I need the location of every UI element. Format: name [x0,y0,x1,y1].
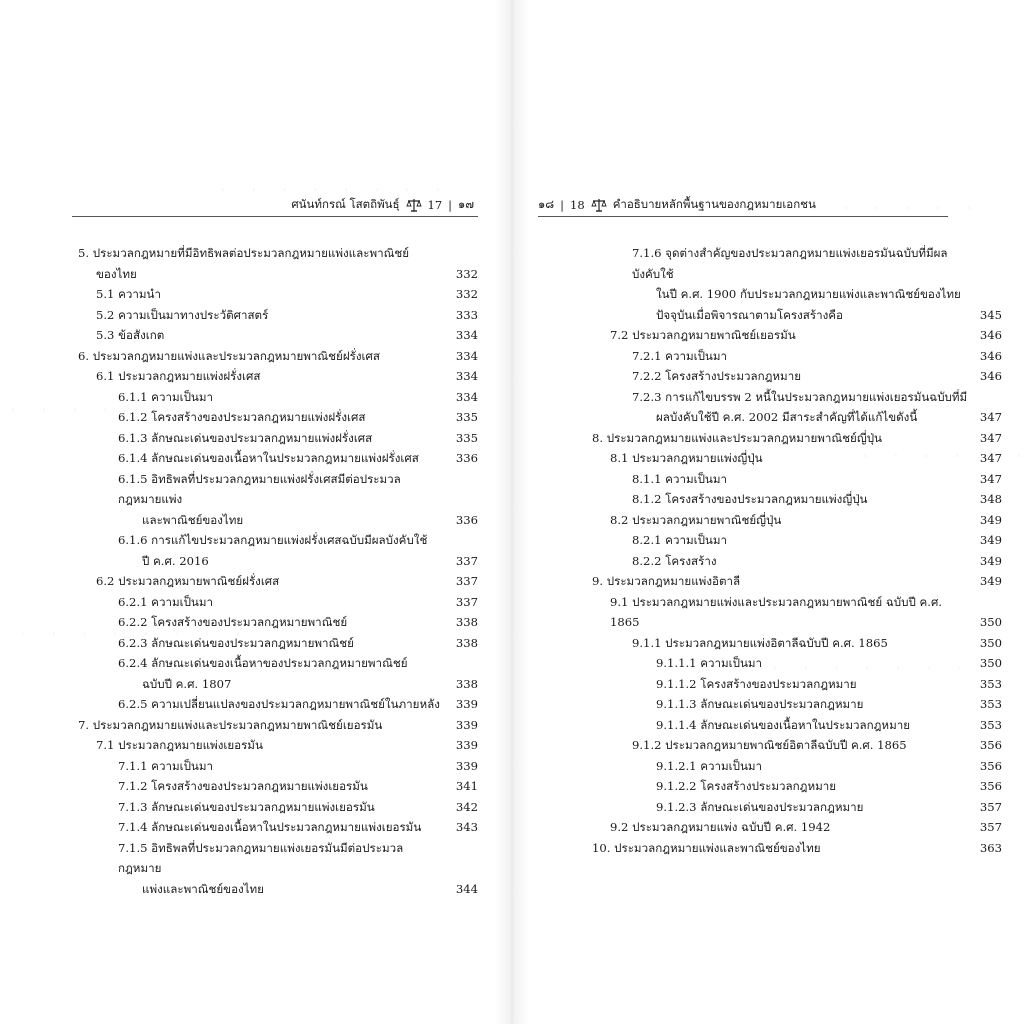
toc-entry [78,448,478,469]
toc-entry-page: 350 [979,656,1002,670]
right-page [512,0,1024,1024]
toc-entry [592,325,1002,346]
toc-entry-page: 353 [979,697,1002,711]
toc-entry-label: 9.2 ประมวลกฎหมายแพ่ง ฉบับปี ค.ศ. 1942 [610,820,831,834]
toc-entry-page: 337 [455,553,478,568]
toc-entry-label: 7.2.1 ความเป็นมา [632,348,728,363]
toc-entry-page: 349 [979,533,1002,547]
toc-entry-page: 349 [979,512,1002,527]
toc-entry-label: 7.1.5 อิทธิพลที่ประมวลกฎหมายแพ่งเยอรมันมีต่อประมวลกฎหมาย [118,840,404,875]
page-header [291,196,474,214]
toc-entry [592,407,1002,428]
toc-entry [592,551,1002,572]
toc-entry [78,469,478,510]
toc-entry [592,838,1002,859]
table-of-contents [592,243,1002,858]
toc-entry-page: 353 [979,717,1002,732]
toc-entry-label: ปัจจุบันเมื่อพิจารณาตามโครงสร้างคือ [656,307,843,322]
toc-entry [78,838,478,879]
toc-entry [78,530,478,551]
toc-entry-page: 356 [979,738,1002,752]
toc-entry-label: 7.1.3 ลักษณะเด่นของประมวลกฎหมายแพ่งเยอรมัน [118,799,375,814]
toc-entry [78,592,478,613]
toc-entry-label: 6.1.1 ความเป็นมา [118,389,214,404]
toc-entry-page: 347 [979,451,1002,465]
page-number: 17 [427,198,443,212]
toc-entry [78,633,478,654]
toc-entry-page: 353 [979,676,1002,691]
toc-entry-label: 6.1 ประมวลกฎหมายแพ่งฝรั่งเศส [96,369,261,383]
toc-entry-page: 350 [979,615,1002,629]
toc-entry [592,674,1002,695]
toc-entry-page: 336 [455,512,478,527]
toc-entry-label: 6.2.4 ลักษณะเด่นของเนื้อหาของประมวลกฎหมายพาณิชย์ [118,656,408,670]
toc-entry-label: 7.1.4 ลักษณะเด่นของเนื้อหาในประมวลกฎหมายแพ่งเยอรมัน [118,820,422,834]
page-number: 18 [570,198,585,212]
toc-entry-page: 332 [455,266,478,281]
toc-entry [592,633,1002,654]
toc-entry-page: 357 [979,799,1002,814]
toc-entry-page: 334 [455,369,478,383]
toc-entry-label: 8.1.1 ความเป็นมา [632,471,728,486]
toc-entry [78,715,478,736]
toc-entry-page: 349 [979,553,1002,568]
toc-entry-label: ผลบังคับใช้ปี ค.ศ. 2002 มีสาระสำคัญที่ได้แก้ไขดังนี้ [656,410,918,424]
toc-entry-label: 9.1.1.1 ความเป็นมา [656,656,763,670]
toc-entry [78,694,478,715]
toc-entry [592,797,1002,818]
toc-entry-label: 5. ประมวลกฎหมายที่มีอิทธิพลต่อประมวลกฎหมายแพ่งและพาณิชย์ [78,246,410,260]
toc-entry [592,694,1002,715]
toc-entry-page: 334 [455,389,478,404]
toc-entry-label: 9.1.1 ประมวลกฎหมายแพ่งอิตาลีฉบับปี ค.ศ. 1865 [632,635,888,650]
toc-entry-page: 339 [455,697,478,711]
toc-entry [592,305,1002,326]
toc-entry-label: 6.1.3 ลักษณะเด่นของประมวลกฎหมายแพ่งฝรั่งเศส [118,430,373,445]
toc-entry-label: 6.1.2 โครงสร้างของประมวลกฎหมายแพ่งฝรั่งเศส [118,410,366,424]
toc-entry-label: แพ่งและพาณิชย์ของไทย [142,881,264,896]
toc-entry-label: ปี ค.ศ. 2016 [142,553,209,568]
toc-entry-page: 350 [979,635,1002,650]
toc-entry [592,346,1002,367]
toc-entry-page: 341 [455,779,478,793]
toc-entry [78,879,478,900]
toc-entry-label: ของไทย [96,266,137,281]
header-divider: | [448,198,453,212]
toc-entry-page: 334 [455,328,478,342]
toc-entry [592,510,1002,531]
toc-entry [78,346,478,367]
toc-entry-page: 339 [455,758,478,773]
toc-entry [592,735,1002,756]
scales-of-justice-icon [591,197,607,213]
toc-entry-label: 8.2.1 ความเป็นมา [632,533,728,547]
scales-of-justice-icon [406,197,422,213]
toc-entry-page: 349 [979,574,1002,588]
header-rule [72,216,478,217]
toc-entry-label: 7.2.3 การแก้ไขบรรพ 2 หนี้ในประมวลกฎหมายแพ่งเยอรมันฉบับที่มี [632,389,968,404]
toc-entry-label: 7.2 ประมวลกฎหมายพาณิชย์เยอรมัน [610,328,796,342]
toc-entry-label: 8.1 ประมวลกฎหมายแพ่งญี่ปุ่น [610,451,763,465]
toc-entry-label: 7. ประมวลกฎหมายแพ่งและประมวลกฎหมายพาณิชย์เยอรมัน [78,717,383,732]
toc-entry-label: 8.2.2 โครงสร้าง [632,553,717,568]
toc-entry-page: 347 [979,430,1002,445]
toc-entry-page: 338 [455,615,478,629]
toc-entry-page: 346 [979,328,1002,342]
toc-entry [592,653,1002,674]
toc-entry [592,776,1002,797]
toc-entry-label: 6.2.2 โครงสร้างของประมวลกฎหมายพาณิชย์ [118,615,348,629]
toc-entry-label: 5.3 ข้อสังเกต [96,328,165,342]
toc-entry [78,284,478,305]
toc-entry-page: 347 [979,410,1002,424]
toc-entry-label: 9.1 ประมวลกฎหมายแพ่งและประมวลกฎหมายพาณิชย์ ฉบับปี ค.ศ. 1865 [610,594,943,629]
toc-entry [592,366,1002,387]
toc-entry-page: 343 [455,820,478,834]
toc-entry-label: 9.1.2.3 ลักษณะเด่นของประมวลกฎหมาย [656,799,864,814]
toc-entry [592,428,1002,449]
toc-entry-label: 9.1.1.4 ลักษณะเด่นของเนื้อหาในประมวลกฎหมาย [656,717,911,732]
toc-entry-label: 10. ประมวลกฎหมายแพ่งและพาณิชย์ของไทย [592,840,821,855]
toc-entry-label: 8. ประมวลกฎหมายแพ่งและประมวลกฎหมายพาณิชย์ญี่ปุ่น [592,430,882,445]
toc-entry [592,448,1002,469]
toc-entry-page: 336 [455,451,478,465]
toc-entry [78,305,478,326]
toc-entry [592,756,1002,777]
toc-entry-page: 339 [455,738,478,752]
toc-entry-label: 6.2.1 ความเป็นมา [118,594,214,609]
toc-entry [78,735,478,756]
toc-entry-page: 339 [455,717,478,732]
toc-entry [592,817,1002,838]
toc-entry-label: 6.2 ประมวลกฎหมายพาณิชย์ฝรั่งเศส [96,574,280,588]
toc-entry-page: 333 [455,307,478,322]
toc-entry [78,756,478,777]
toc-entry-label: 9.1.2.1 ความเป็นมา [656,758,763,773]
toc-entry [592,592,1002,633]
toc-entry [78,571,478,592]
toc-entry [592,715,1002,736]
toc-entry-label: 8.2 ประมวลกฎหมายพาณิชย์ญี่ปุ่น [610,512,782,527]
toc-entry-label: 9.1.2 ประมวลกฎหมายพาณิชย์อิตาลีฉบับปี ค.ศ. 1865 [632,738,907,752]
page-header [538,196,816,214]
toc-entry-label: 6.2.3 ลักษณะเด่นของประมวลกฎหมายพาณิชย์ [118,635,354,650]
toc-entry [78,243,478,264]
toc-entry-label: 6.1.5 อิทธิพลที่ประมวลกฎหมายแพ่งฝรั่งเศสมีต่อประมวลกฎหมายแพ่ง [118,471,401,506]
header-rule [538,216,948,217]
toc-entry [78,325,478,346]
toc-entry-page: 363 [979,840,1002,855]
toc-entry-label: 6. ประมวลกฎหมายแพ่งและประมวลกฎหมายพาณิชย์ฝรั่งเศส [78,348,380,363]
toc-entry [78,551,478,572]
toc-entry-page: 344 [455,881,478,896]
toc-entry-label: 9. ประมวลกฎหมายแพ่งอิตาลี [592,574,741,588]
toc-entry-page: 337 [455,594,478,609]
toc-entry-label: 6.1.4 ลักษณะเด่นของเนื้อหาในประมวลกฎหมายแพ่งฝรั่งเศส [118,451,419,465]
toc-entry-page: 356 [979,779,1002,793]
toc-entry [78,817,478,838]
toc-entry [78,776,478,797]
book-title: คำอธิบายหลักพื้นฐานของกฎหมายเอกชน [612,197,816,211]
toc-entry [78,387,478,408]
toc-entry-page: 346 [979,348,1002,363]
toc-entry [592,489,1002,510]
toc-entry [592,571,1002,592]
toc-entry-page: 346 [979,369,1002,383]
toc-entry-page: 332 [455,287,478,301]
toc-entry-label: 7.1.1 ความเป็นมา [118,758,214,773]
toc-entry-page: 338 [455,676,478,691]
toc-entry-label: ฉบับปี ค.ศ. 1807 [142,676,232,691]
toc-entry-page: 335 [455,430,478,445]
toc-entry [78,510,478,531]
toc-entry-label: 5.1 ความนำ [96,287,161,301]
toc-entry-page: 337 [455,574,478,588]
toc-entry-label: 7.1 ประมวลกฎหมายแพ่งเยอรมัน [96,738,263,752]
toc-entry [78,366,478,387]
toc-entry-label: 7.2.2 โครงสร้างประมวลกฎหมาย [632,369,801,383]
toc-entry-page: 357 [979,820,1002,834]
author-name: ศนันท์กรณ์ โสตถิพันธุ์ [291,197,400,211]
toc-entry [592,243,1002,284]
toc-entry-page: 356 [979,758,1002,773]
table-of-contents [78,243,478,899]
toc-entry [592,469,1002,490]
toc-entry-label: 9.1.1.3 ลักษณะเด่นของประมวลกฎหมาย [656,697,864,711]
toc-entry [78,674,478,695]
toc-entry [78,653,478,674]
toc-entry-label: 9.1.1.2 โครงสร้างของประมวลกฎหมาย [656,676,857,691]
toc-entry-page: 334 [455,348,478,363]
toc-entry-page: 345 [979,307,1002,322]
toc-entry-page: 338 [455,635,478,650]
toc-entry-label: 7.1.2 โครงสร้างของประมวลกฎหมายแพ่งเยอรมัน [118,779,368,793]
toc-entry [78,612,478,633]
toc-entry [592,530,1002,551]
toc-entry-page: 342 [455,799,478,814]
toc-entry-label: ในปี ค.ศ. 1900 กับประมวลกฎหมายแพ่งและพาณิชย์ของไทย [656,287,961,301]
page-number-thai: ๑๘ [538,197,555,211]
toc-entry-label: 7.1.6 จุดต่างสำคัญของประมวลกฎหมายแพ่งเยอรมันฉบับที่มีผลบังคับใช้ [632,246,948,281]
toc-entry [592,387,1002,408]
toc-entry-label: 9.1.2.2 โครงสร้างประมวลกฎหมาย [656,779,837,793]
toc-entry-label: และพาณิชย์ของไทย [142,512,244,527]
toc-entry-label: 5.2 ความเป็นมาทางประวัติศาสตร์ [96,307,269,322]
toc-entry [78,797,478,818]
toc-entry-label: 6.2.5 ความเปลี่ยนแปลงของประมวลกฎหมายพาณิชย์ในภายหลัง [118,697,440,711]
toc-entry [78,428,478,449]
header-divider: | [560,198,565,212]
toc-entry [78,407,478,428]
toc-entry-label: 6.1.6 การแก้ไขประมวลกฎหมายแพ่งฝรั่งเศสฉบับมีผลบังคับใช้ [118,533,428,547]
toc-entry [592,284,1002,305]
toc-entry [78,264,478,285]
toc-entry-page: 347 [979,471,1002,486]
page-number-thai: ๑๗ [458,197,474,211]
toc-entry-page: 335 [455,410,478,424]
toc-entry-label: 8.1.2 โครงสร้างของประมวลกฎหมายแพ่งญี่ปุ่น [632,492,868,506]
toc-entry-page: 348 [979,492,1002,506]
